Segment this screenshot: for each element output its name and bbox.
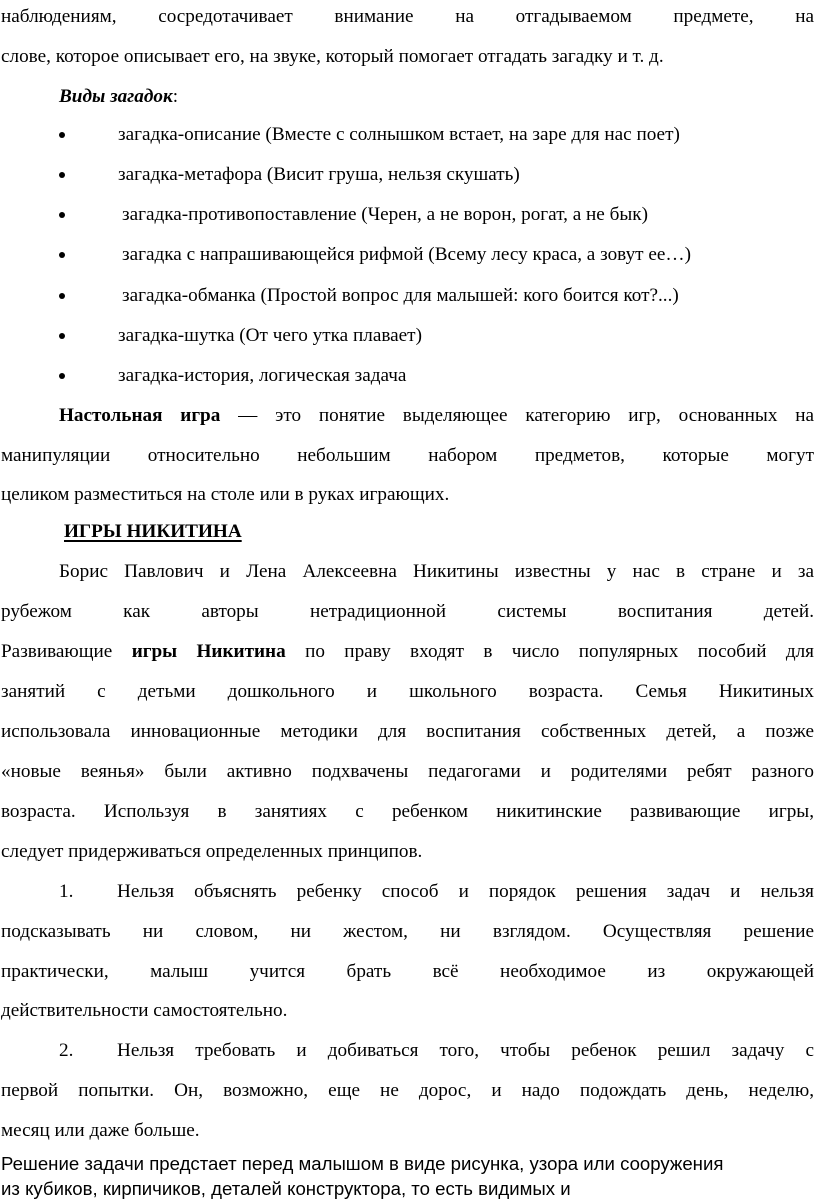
- principle-line: подсказывать ни словом, ни жестом, ни взглядом. Осуществляя решение: [1, 921, 814, 942]
- closing-line-2: из кубиков, кирпичиков, деталей конструктора, то есть видимых и: [1, 1178, 571, 1199]
- bullet-icon: [59, 132, 65, 138]
- principle-line: действительности самостоятельно.: [1, 1000, 288, 1021]
- bullet-icon: [59, 252, 65, 258]
- nikitin-line-end: по праву входят в число популярных пособий для: [285, 641, 815, 662]
- riddle-types-heading: [59, 84, 816, 110]
- intro-line-1: наблюдениям, сосредотачивает внимание на отгадываемом предмете, на: [1, 6, 814, 27]
- principle-line: первой попытки. Он, возможно, еще не дорос, и надо подождать день, неделю,: [1, 1080, 814, 1101]
- board-game-line-1: [59, 403, 814, 429]
- riddle-type-item: загадка с напрашивающейся рифмой (Всему лесу краса, а зовут ее…): [122, 244, 691, 265]
- board-game-line-2: манипуляции относительно небольшим набором предметов, которые могут: [1, 445, 814, 466]
- bullet-icon: [59, 333, 65, 339]
- riddle-type-item: загадка-история, логическая задача: [118, 365, 407, 386]
- bullet-icon: [59, 172, 65, 178]
- riddle-type-item: загадка-противопоставление (Черен, а не ворон, рогат, а не бык): [122, 204, 648, 225]
- riddle-types-heading-text: Виды загадок: [59, 86, 173, 107]
- nikitin-para-line: [1, 639, 814, 665]
- nikitin-para-line: следует придерживаться определенных принципов.: [1, 841, 423, 862]
- riddle-type-item: загадка-шутка (От чего утка плавает): [118, 325, 422, 346]
- riddle-type-item: загадка-описание (Вместе с солнышком встает, на заре для нас поет): [118, 124, 680, 145]
- nikitin-para-line: использовала инновационные методики для воспитания собственных детей, а позже: [1, 721, 814, 742]
- principle-first-line: Нельзя требовать и добиваться того, чтобы ребенок решил задачу с: [117, 1040, 814, 1061]
- riddle-type-item: загадка-обманка (Простой вопрос для малышей: кого боится кот?...): [122, 285, 679, 306]
- nikitin-games-term: игры Никитина: [131, 641, 286, 662]
- board-game-term: Настольная игра: [59, 405, 221, 426]
- bullet-icon: [59, 293, 65, 299]
- principle-number: 1.: [59, 881, 74, 902]
- principle-first-line: Нельзя объяснять ребенку способ и порядок решения задач и нельзя: [117, 881, 814, 902]
- nikitin-para-line: возраста. Используя в занятиях с ребенком никитинские развивающие игры,: [1, 801, 814, 822]
- nikitin-para-line: «новые веянья» были активно подхвачены педагогами и родителями ребят разного: [1, 761, 814, 782]
- nikitin-para-line: Борис Павлович и Лена Алексеевна Никитины известны у нас в стране и за: [59, 561, 814, 582]
- principle-line: практически, малыш учится брать всё необходимое из окружающей: [1, 961, 814, 982]
- principle-number: 2.: [59, 1040, 74, 1061]
- principle-line: месяц или даже больше.: [1, 1120, 200, 1141]
- bullet-icon: [59, 212, 65, 218]
- intro-line-2: слове, которое описывает его, на звуке, который помогает отгадать загадку и т. д.: [1, 46, 664, 67]
- riddle-type-item: загадка-метафора (Висит груша, нельзя скушать): [118, 164, 520, 185]
- closing-line-1: Решение задачи предстает перед малышом в виде рисунка, узора или сооружения: [1, 1153, 724, 1174]
- nikitin-para-line: рубежом как авторы нетрадиционной системы воспитания детей.: [1, 601, 814, 622]
- board-game-definition-start: — это понятие выделяющее категорию игр, основанных на: [220, 405, 814, 426]
- nikitin-line-start: Развивающие: [1, 641, 132, 662]
- bullet-icon: [59, 373, 65, 379]
- riddle-types-heading-colon: :: [172, 86, 179, 107]
- board-game-line-3: целиком разместиться на столе или в руках играющих.: [1, 484, 450, 505]
- nikitin-para-line: занятий с детьми дошкольного и школьного возраста. Семья Никитиных: [1, 681, 814, 702]
- section-heading-nikitin: ИГРЫ НИКИТИНА: [64, 521, 242, 542]
